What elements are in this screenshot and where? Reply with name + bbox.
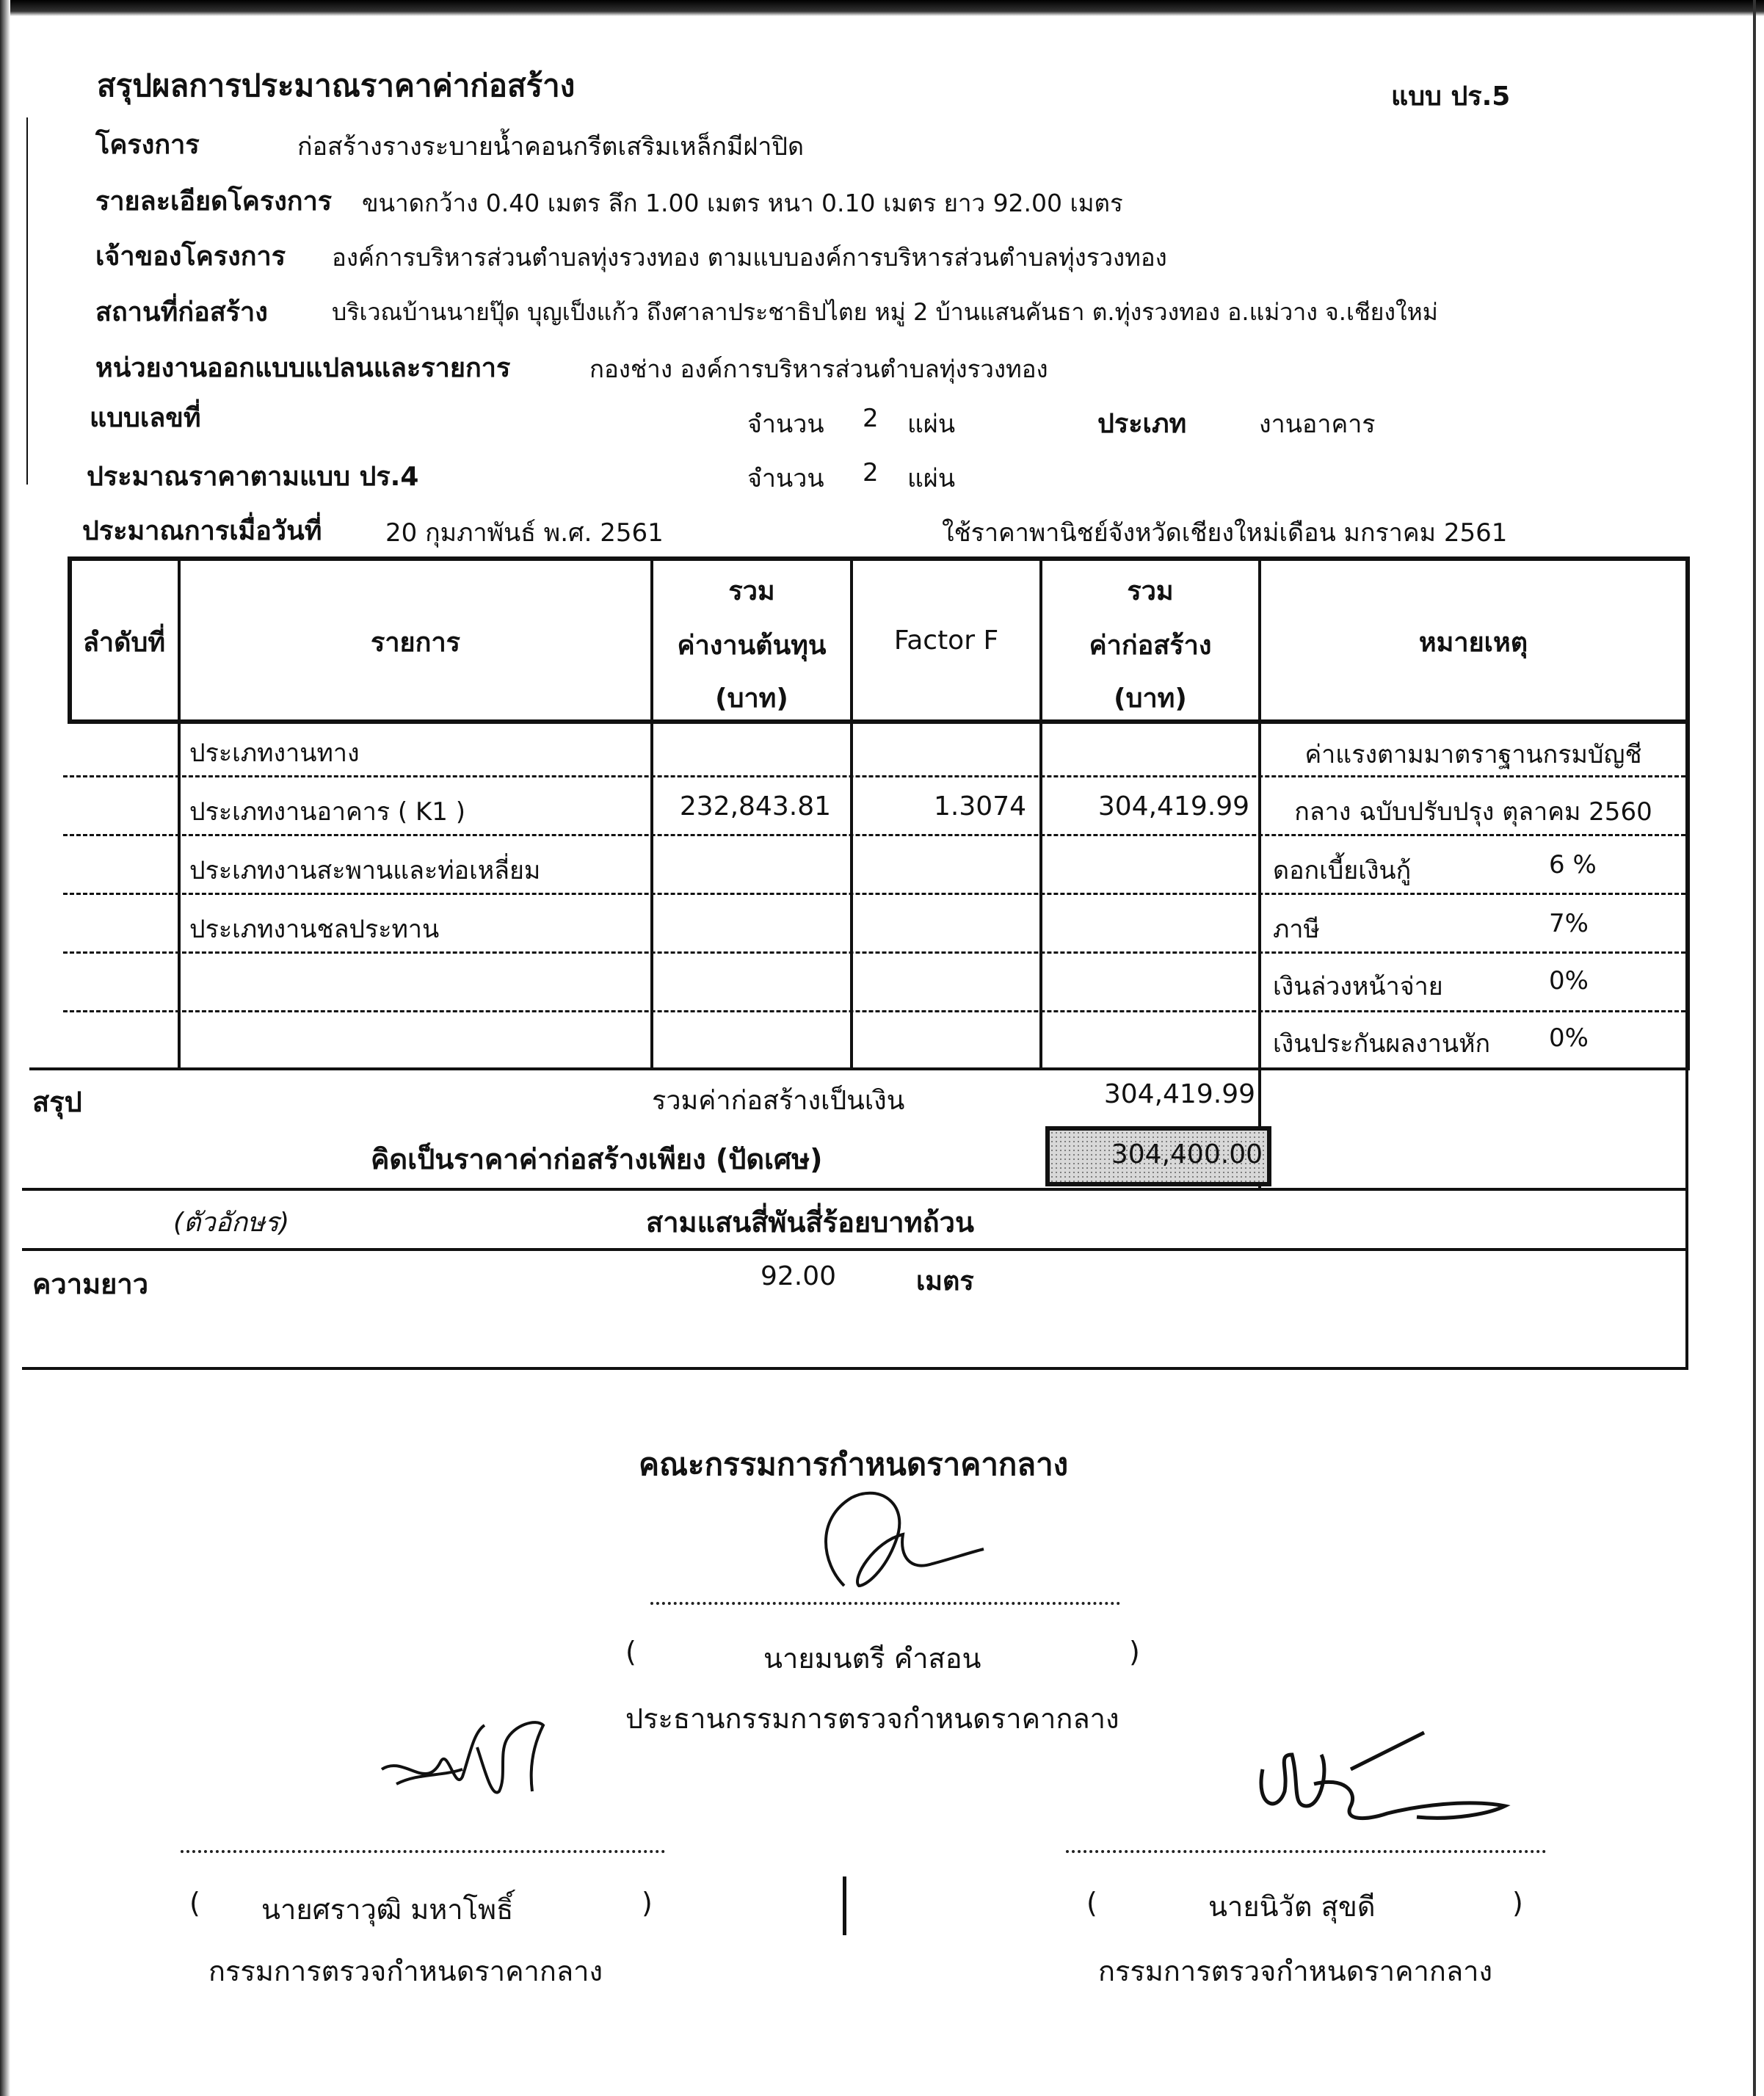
summary-total-value: 304,419.99 xyxy=(1103,1079,1255,1109)
col-header-cost-2: ค่างานต้นทุน xyxy=(677,631,827,661)
chair-signature xyxy=(800,1476,991,1600)
qty-label-1: จำนวน xyxy=(747,410,824,439)
type-value: งานอาคาร xyxy=(1259,410,1376,439)
designer-value: กองช่าง องค์การบริหารส่วนตำบลทุ่งรวงทอง xyxy=(589,355,1048,383)
col-header-total-3: (บาท) xyxy=(1114,683,1187,714)
member2-signature-line xyxy=(1066,1850,1546,1853)
rounded-price-value: 304,400.00 xyxy=(1111,1139,1263,1170)
designer-label: หน่วยงานออกแบบแปลนและรายการ xyxy=(95,353,511,383)
remark-guarantee-value: 0% xyxy=(1549,1023,1589,1053)
project-value: ก่อสร้างรางระบายน้ำคอนกรีตเสริมเหล็กมีฝาปิด xyxy=(297,132,805,162)
length-value: 92.00 xyxy=(761,1261,837,1291)
row-item: ประเภทงานอาคาร ( K1 ) xyxy=(189,797,465,827)
row-total: 304,419.99 xyxy=(1097,791,1249,822)
member1-name: นายศราวุฒิ มหาโพธิ์ xyxy=(261,1893,514,1926)
length-unit: เมตร xyxy=(916,1266,974,1297)
remark-labour-revision: กลาง ฉบับปรับปรุง ตุลาคม 2560 xyxy=(1294,797,1652,827)
member1-role: กรรมการตรวจกำหนดราคากลาง xyxy=(208,1955,603,1987)
length-label: ความยาว xyxy=(32,1268,149,1300)
sheet-unit-1: แผ่น xyxy=(907,410,956,439)
row-cost: 232,843.81 xyxy=(679,791,831,822)
remark-advance-value: 0% xyxy=(1549,966,1589,996)
right-page-edge xyxy=(1753,0,1756,2096)
owner-value: องค์การบริหารส่วนตำบลทุ่งรวงทอง ตามแบบองค์การบริหารส่วนตำบลทุ่งรวงทอง xyxy=(332,243,1167,272)
col-header-no: ลำดับที่ xyxy=(82,628,166,658)
member1-signature-line xyxy=(181,1850,665,1853)
member2-role: กรรมการตรวจกำหนดราคากลาง xyxy=(1098,1955,1493,1987)
date-label: ประมาณการเมื่อวันที่ xyxy=(82,516,322,546)
words-label: (ตัวอักษร) xyxy=(173,1208,290,1238)
sheet-unit-2: แผ่น xyxy=(907,464,956,493)
col-header-cost-1: รวม xyxy=(728,576,775,606)
date-value: 20 กุมภาพันธ์ พ.ศ. 2561 xyxy=(385,518,664,548)
remark-guarantee-label: เงินประกันผลงานหัก xyxy=(1273,1029,1491,1059)
type-label: ประเภท xyxy=(1097,409,1187,439)
chair-open-paren: ( xyxy=(625,1636,636,1668)
site-label: สถานที่ก่อสร้าง xyxy=(95,297,268,327)
col-header-cost-3: (บาท) xyxy=(715,683,788,714)
chair-close-paren: ) xyxy=(1129,1636,1140,1668)
site-value: บริเวณบ้านนายปุ๊ด บุญเป็งแก้ว ถึงศาลาประชาธิปไตย หมู่ 2 บ้านแสนคันธา ต.ทุ่งรวงทอง อ.แม่วาง จ.เชียงใหม่ xyxy=(332,298,1438,326)
summary-label: สรุป xyxy=(32,1086,82,1118)
page-title: สรุปผลการประมาณราคาค่าก่อสร้าง xyxy=(97,68,576,104)
qty-value-2: 2 xyxy=(863,458,879,487)
col-header-remark: หมายเหตุ xyxy=(1418,628,1528,658)
col-header-factor: Factor F xyxy=(893,625,999,656)
remark-loan-value: 6 % xyxy=(1549,850,1597,880)
chair-name: นายมนตรี คำสอน xyxy=(763,1642,981,1675)
member2-name: นายนิวัต สุขดี xyxy=(1208,1890,1376,1923)
summary-total-label: รวมค่าก่อสร้างเป็นเงิน xyxy=(652,1086,905,1116)
price-reference: ใช้ราคาพานิชย์จังหวัดเชียงใหม่เดือน มกราคม 2561 xyxy=(942,518,1508,548)
row-item: ประเภทงานชลประทาน xyxy=(189,915,440,944)
scan-top-edge xyxy=(0,0,1764,16)
project-label: โครงการ xyxy=(95,130,200,160)
qty-value-1: 2 xyxy=(863,404,879,433)
col-header-total-1: รวม xyxy=(1127,576,1174,606)
form-code: แบบ ปร.5 xyxy=(1391,81,1511,112)
binding-tab xyxy=(0,117,28,485)
chair-role: ประธานกรรมการตรวจกำหนดราคากลาง xyxy=(625,1702,1119,1735)
owner-label: เจ้าของโครงการ xyxy=(95,242,286,272)
member2-open-paren: ( xyxy=(1086,1887,1097,1919)
center-divider xyxy=(843,1876,846,1935)
row-item: ประเภทงานสะพานและท่อเหลี่ยม xyxy=(189,856,541,885)
remark-advance-label: เงินล่วงหน้าจ่าย xyxy=(1273,972,1443,1001)
member1-signature xyxy=(374,1711,565,1821)
row-item: ประเภทงานทาง xyxy=(189,739,360,768)
remark-tax-value: 7% xyxy=(1549,909,1589,938)
rounded-price-label: คิดเป็นราคาค่าก่อสร้างเพียง (ปัดเศษ) xyxy=(371,1143,823,1175)
remark-loan-label: ดอกเบี้ยเงินกู้ xyxy=(1273,856,1412,885)
member2-close-paren: ) xyxy=(1512,1887,1523,1919)
detail-label: รายละเอียดโครงการ xyxy=(95,186,333,217)
row-factor: 1.3074 xyxy=(934,791,1026,822)
member1-close-paren: ) xyxy=(642,1887,653,1919)
estimate-form-label: ประมาณราคาตามแบบ ปร.4 xyxy=(87,462,419,492)
committee-title: คณะกรรมการกำหนดราคากลาง xyxy=(639,1446,1069,1482)
chair-signature-line xyxy=(650,1602,1120,1605)
words-value: สามแสนสี่พันสี่ร้อยบาทถ้วน xyxy=(646,1206,974,1239)
qty-label-2: จำนวน xyxy=(747,464,824,493)
col-header-total-2: ค่าก่อสร้าง xyxy=(1089,631,1212,661)
remark-tax-label: ภาษี xyxy=(1273,915,1320,944)
detail-value: ขนาดกว้าง 0.40 เมตร ลึก 1.00 เมตร หนา 0.10 เมตร ยาว 92.00 เมตร xyxy=(362,189,1123,217)
col-header-item: รายการ xyxy=(371,628,460,658)
member2-signature xyxy=(1248,1725,1520,1835)
member1-open-paren: ( xyxy=(189,1887,200,1919)
drawing-no-label: แบบเลขที่ xyxy=(90,403,201,433)
remark-labour-standard: ค่าแรงตามมาตราฐานกรมบัญชี xyxy=(1304,740,1642,769)
